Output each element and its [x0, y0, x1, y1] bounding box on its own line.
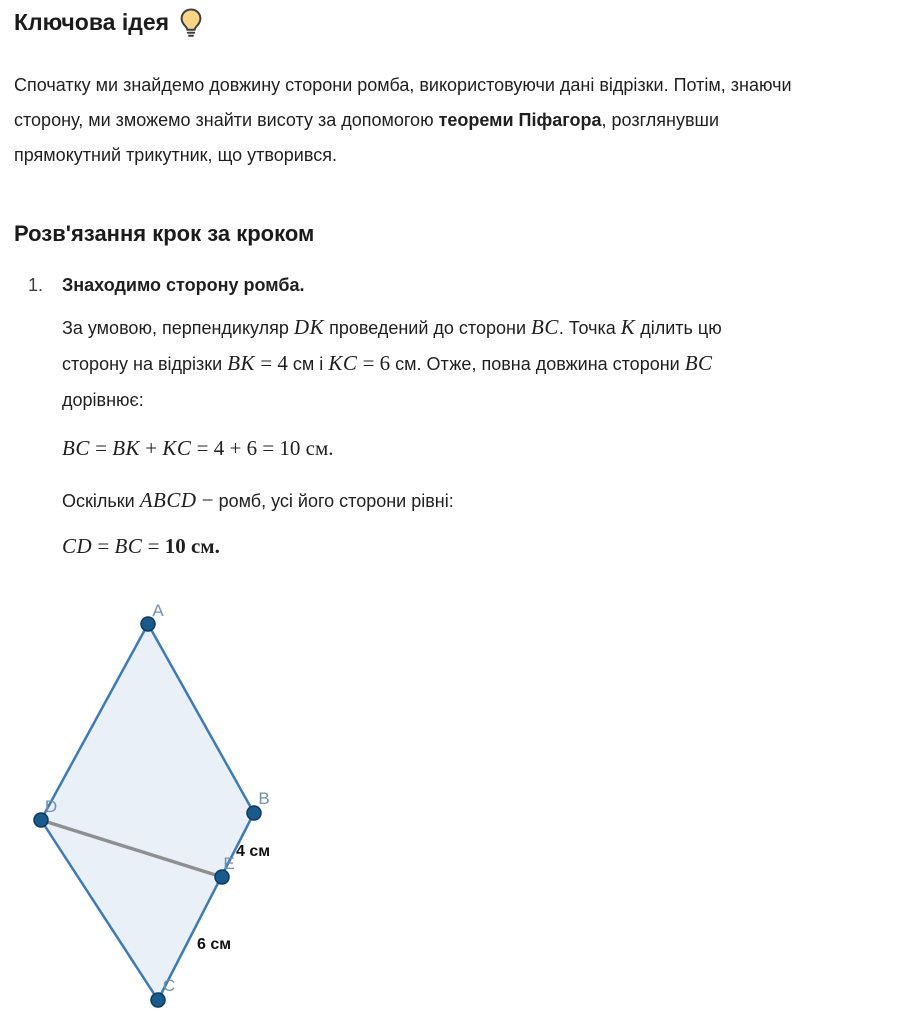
key-idea-heading [14, 0, 900, 38]
step-body [62, 273, 900, 562]
key-idea-intro: Спочатку ми знайдемо довжину сторони ромба, використовуючи дані відрізки. Потім, знаючи сторону, ми зможемо знайти висоту за допомогою теореми Піфагора, розглянувши прямокутний трикутник, що утворився. [14, 75, 792, 165]
step-number: 1. [28, 275, 44, 295]
key-idea-title: Ключова ідея [14, 9, 170, 35]
step-title: Знаходимо сторону ромба. [62, 275, 305, 295]
label-c: C [162, 976, 176, 995]
point-c [151, 993, 165, 1007]
measurement-be: 4 см [236, 843, 271, 860]
solution-step-1 [14, 273, 900, 562]
step-paragraph: За умовою, перпендикуляр DK проведений до сторони BC. Точка K ділить цю сторону на відрізки BK = 4 см і KC = 6 см. Отже, повна довжина сторони BC дорівнює: [62, 315, 722, 410]
point-b [247, 806, 261, 820]
label-e: E [223, 854, 235, 873]
rhombus-figure [0, 592, 320, 1017]
formula-bc: BC = BK + KC = 4 + 6 = 10 см. [62, 436, 334, 460]
rhombus-note: Оскільки ABCD − ромб, усі його сторони рівні: [62, 488, 454, 512]
label-d: D [44, 797, 58, 816]
label-a: A [152, 601, 164, 620]
measurement-ec: 6 см [197, 936, 232, 953]
lightbulb-icon [179, 8, 203, 38]
rhombus-diagram [0, 592, 900, 1017]
solution-heading: Розв'язання крок за кроком [14, 221, 315, 246]
formula-cd: CD = BC = 10 см. [62, 534, 220, 558]
label-b: B [258, 789, 270, 808]
